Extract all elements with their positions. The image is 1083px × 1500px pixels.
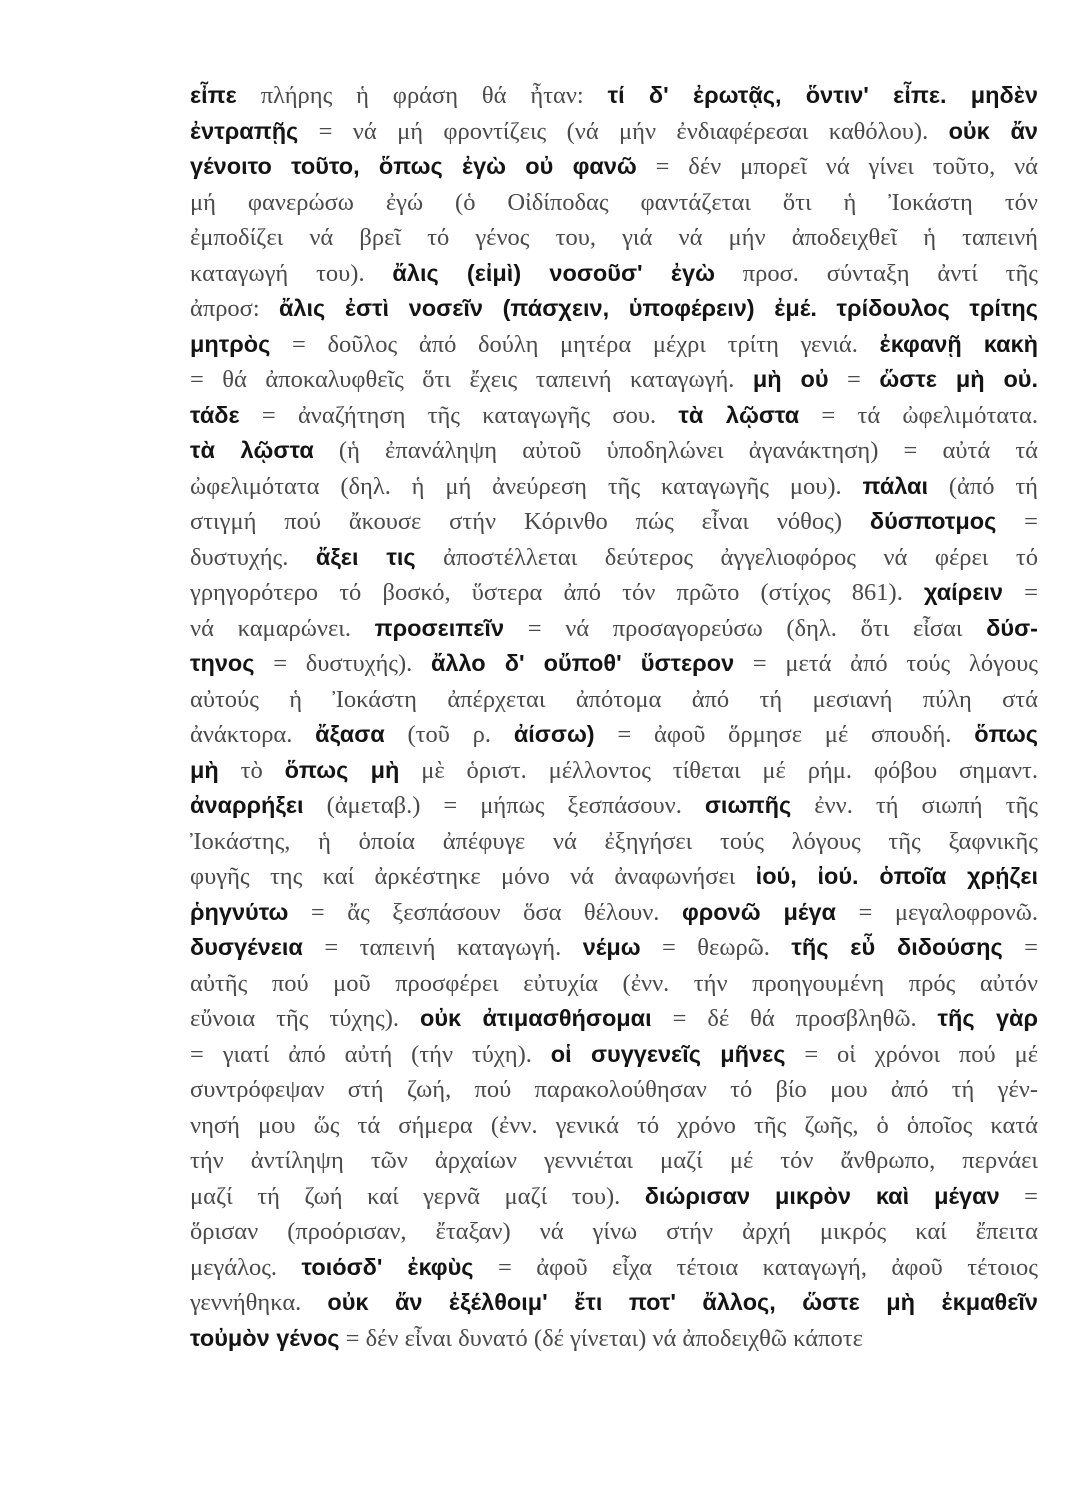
gloss-text: = [999, 1182, 1038, 1210]
gloss-text: = [1002, 579, 1038, 606]
gloss-text: ἐνν. τή σιωπή τῆς [791, 792, 1038, 819]
text-line [190, 575, 1038, 611]
gloss-text: = δέν εἶναι δυνατό (δέ γίνεται) νά ἀποδειχθῶ κάποτε [339, 1324, 863, 1352]
text-line [190, 646, 1038, 682]
gloss-text: αὐτούς ἡ Ἰοκάστη ἀπέρχεται ἀπότομα ἀπό τή μεσιανή πύλη στά [190, 685, 1038, 713]
text-line [190, 220, 1038, 256]
text-line [190, 717, 1038, 753]
text-line [190, 682, 1038, 718]
lemma-term: ἐντραπῇς [190, 117, 299, 144]
lemma-term: ῥηγνύτω [190, 898, 289, 925]
gloss-text: δυστυχής. [190, 543, 316, 571]
text-line [190, 78, 1038, 114]
lemma-term: τί δ' ἐρωτᾷς, ὅντιν' εἶπε. μηδὲν [607, 82, 1038, 108]
text-line [190, 824, 1038, 860]
commentary-text [190, 78, 1038, 1356]
gloss-text: συντρόφεψαν στή ζωή, πού παρακολούθησαν τό βίο μου ἀπό τή γέν- [190, 1076, 1038, 1103]
text-line [190, 1108, 1038, 1144]
lemma-term: τάδε [190, 401, 240, 428]
lemma-term: χαίρειν [924, 579, 1003, 605]
gloss-text: = δοῦλος ἀπό δούλη μητέρα μέχρι τρίτη γενιά. [270, 330, 880, 358]
lemma-term: μὴ [190, 756, 219, 783]
text-line [190, 1072, 1038, 1108]
lemma-term: οἱ συγγενεῖς μῆνες [550, 1040, 786, 1067]
text-line [190, 504, 1038, 540]
text-line [190, 256, 1038, 292]
gloss-text: (ἡ ἐπανάληψη αὐτοῦ ὑποδηλώνει ἀγανάκτηση) = αὐτά τά [313, 437, 1038, 464]
text-line [190, 327, 1038, 363]
lemma-term: εἶπε [190, 82, 237, 108]
lemma-term: νέμω [582, 934, 641, 960]
gloss-text: τήν ἀντίληψη τῶν ἀρχαίων γεννιέται μαζί μέ τόν ἄνθρωπο, περνάει [190, 1147, 1038, 1174]
text-line [190, 1285, 1038, 1321]
text-line [190, 1214, 1038, 1250]
text-line [190, 1143, 1038, 1179]
lemma-term: τὰ λῷστα [678, 401, 800, 428]
gloss-text: = θεωρῶ. [640, 934, 792, 961]
lemma-term: ἄξει τις [315, 543, 416, 570]
gloss-text: ἀνάκτορα. [190, 721, 316, 748]
gloss-text: αὐτῆς πού μοῦ προσφέρει εὐτυχία (ἐνν. τήν προηγουμένη πρός αὐτόν [190, 969, 1038, 997]
lemma-term: ἐκφανῇ κακὴ [879, 330, 1038, 357]
lemma-term: ὅπως μὴ [284, 756, 400, 783]
text-line [190, 291, 1038, 327]
lemma-term: ἰού, ἰού. ὁποῖα χρῄζει [755, 863, 1039, 889]
text-line [190, 540, 1038, 576]
gloss-text: μή φανερώσω ἐγώ (ὁ Οἰδίποδας φαντάζεται ὅτι ἡ Ἰοκάστη τόν [190, 188, 1038, 216]
gloss-text: = ἀναζήτηση τῆς καταγωγῆς σου. [239, 401, 679, 429]
text-line [190, 469, 1038, 505]
lemma-term: ἀναρρήξει [190, 792, 304, 818]
gloss-text: = [996, 508, 1038, 535]
gloss-text: πλήρης ἡ φράση θά ἦταν: [236, 82, 608, 109]
gloss-text: μὲ ὁριστ. μέλλοντος τίθεται μέ ρήμ. φόβου σημαντ. [399, 756, 1038, 784]
text-line [190, 930, 1038, 966]
lemma-term: προσειπεῖν [374, 614, 505, 641]
gloss-text: νά καμαρώνει. [190, 614, 375, 642]
gloss-text: = δέν μπορεῖ νά γίνει τοῦτο, νά [636, 153, 1038, 180]
lemma-term: φρονῶ μέγα [681, 898, 836, 925]
gloss-text: φυγῆς της καί ἀρκέστηκε μόνο νά ἀναφωνήσει [190, 863, 756, 890]
gloss-text: = γιατί ἀπό αὐτή (τήν τύχη). [190, 1040, 551, 1068]
text-line [190, 362, 1038, 398]
text-line [190, 1001, 1038, 1037]
gloss-text: ἀπροσ: [190, 295, 279, 322]
lemma-term: τῆς εὖ διδούσης [791, 934, 1003, 960]
gloss-text: τὸ [218, 756, 285, 784]
gloss-text: = ἀφοῦ εἶχα τέτοια καταγωγή, ἀφοῦ τέτοιος [473, 1253, 1039, 1281]
gloss-text: γρηγορότερο τό βοσκό, ὕστερα ἀπό τόν πρῶτο (στίχος 861). [190, 579, 925, 606]
gloss-text: ἀποστέλλεται δεύτερος ἀγγελιοφόρος νά φέρει τό [415, 543, 1038, 571]
gloss-text: ὠφελιμότατα (δηλ. ἡ μή ἀνεύρεση τῆς καταγωγῆς μου). [190, 472, 863, 500]
lemma-term: δυσγένεια [190, 934, 303, 960]
lemma-term: ἀίσσω) [513, 721, 595, 747]
gloss-text: (ἀπό τή [928, 472, 1038, 500]
gloss-text: = θά ἀποκαλυφθεῖς ὅτι ἔχεις ταπεινή καταγωγή. [190, 366, 753, 393]
text-line [190, 788, 1038, 824]
gloss-text: = ἄς ξεσπάσουν ὅσα θέλουν. [288, 898, 682, 926]
lemma-term: ὅπως [974, 721, 1038, 747]
lemma-term: μὴ οὐ [752, 366, 829, 392]
lemma-term: δύσ- [986, 614, 1038, 641]
text-line [190, 611, 1038, 647]
lemma-term: δύσποτμος [869, 508, 997, 534]
gloss-text: στιγμή πού ἄκουσε στήν Κόρινθο πώς εἶναι νόθος) [190, 508, 870, 535]
text-line [190, 114, 1038, 150]
gloss-text: = δέ θά προσβληθῶ. [651, 1005, 938, 1032]
gloss-text: (ἀμεταβ.) = μήπως ξεσπάσουν. [303, 792, 705, 819]
text-line [190, 1321, 1038, 1357]
text-line [190, 859, 1038, 895]
lemma-term: σιωπῆς [704, 792, 792, 818]
gloss-text: = δυστυχής). [254, 650, 431, 677]
lemma-term: ὥστε μὴ οὐ. [879, 366, 1039, 392]
lemma-term: μητρὸς [190, 330, 271, 357]
lemma-term: οὐκ ἄν [948, 117, 1038, 144]
gloss-text: γεννήθηκα. [190, 1289, 328, 1316]
gloss-text: εὔνοια τῆς τύχης). [190, 1005, 420, 1032]
gloss-text: Ἰοκάστης, ἡ ὁποία ἀπέφυγε νά ἐξηγήσει τούς λόγους τῆς ξαφνικῆς [190, 827, 1038, 855]
lemma-term: πάλαι [862, 472, 929, 499]
gloss-text: μεγάλος. [190, 1253, 302, 1281]
lemma-term: ἄλλο δ' οὔποθ' ὕστερον [430, 650, 735, 676]
text-line [190, 185, 1038, 221]
gloss-text: (τοῦ ρ. [384, 721, 514, 748]
lemma-term: οὐκ ἀτιμασθήσομαι [419, 1005, 652, 1031]
text-line [190, 753, 1038, 789]
gloss-text: = [828, 366, 880, 393]
gloss-text: = οἱ χρόνοι πού μέ [785, 1040, 1038, 1068]
lemma-term: τοιόσδ' ἐκφὺς [301, 1253, 474, 1280]
gloss-text: καταγωγή του). [190, 259, 393, 287]
lemma-term: ἄλις ἐστὶ νοσεῖν (πάσχειν, ὑποφέρειν) ἐμέ. τρίδουλος τρίτης [278, 295, 1039, 321]
gloss-text: = νά μή φροντίζεις (νά μήν ἐνδιαφέρεσαι καθόλου). [298, 117, 949, 145]
lemma-term: τηνος [190, 650, 255, 676]
gloss-text: = νά προσαγορεύσω (δηλ. ὅτι εἶσαι [504, 614, 987, 642]
text-line [190, 398, 1038, 434]
text-line [190, 1179, 1038, 1215]
lemma-term: διώρισαν μικρὸν καὶ μέγαν [644, 1182, 1000, 1209]
gloss-text: ἐμποδίζει νά βρεῖ τό γένος του, γιά νά μήν ἀποδειχθεῖ ἡ ταπεινή [190, 224, 1038, 251]
gloss-text: = ταπεινή καταγωγή. [302, 934, 583, 961]
gloss-text: ὅρισαν (προόρισαν, ἔταξαν) νά γίνω στήν ἀρχή μικρός καί ἔπειτα [190, 1218, 1038, 1245]
text-line [190, 433, 1038, 469]
lemma-term: τὰ λῷστα [190, 437, 314, 463]
gloss-text: = ἀφοῦ ὅρμησε μέ σπουδή. [594, 721, 975, 748]
lemma-term: τῆς γὰρ [937, 1005, 1039, 1031]
text-line [190, 1250, 1038, 1286]
lemma-term: οὐκ ἄν ἐξέλθοιμ' ἔτι ποτ' ἄλλος, ὥστε μὴ ἐκμαθεῖν [327, 1289, 1038, 1315]
gloss-text: = μετά ἀπό τούς λόγους [734, 650, 1038, 677]
text-line [190, 1037, 1038, 1073]
gloss-text: προσ. σύνταξη ἀντί τῆς [714, 259, 1038, 287]
text-line [190, 966, 1038, 1002]
lemma-term: γένοιτο τοῦτο, ὅπως ἐγὼ οὐ φανῶ [190, 153, 637, 179]
gloss-text: = μεγαλοφρονῶ. [835, 898, 1038, 926]
gloss-text: = [1002, 934, 1038, 961]
gloss-text: μαζί τή ζωή καί γερνᾶ μαζί του). [190, 1182, 645, 1210]
gloss-text: νησή μου ὥς τά σήμερα (ἐνν. γενικά τό χρόνο τῆς ζωῆς, ὁ ὁποῖος κατά [190, 1111, 1038, 1139]
text-line [190, 149, 1038, 185]
lemma-term: τοὐμὸν γένος [190, 1324, 340, 1351]
text-line [190, 895, 1038, 931]
gloss-text: = τά ὠφελιμότατα. [799, 401, 1038, 429]
lemma-term: ἄξασα [315, 721, 385, 747]
lemma-term: ἄλις (εἰμὶ) νοσοῦσ' ἐγὼ [392, 259, 715, 286]
